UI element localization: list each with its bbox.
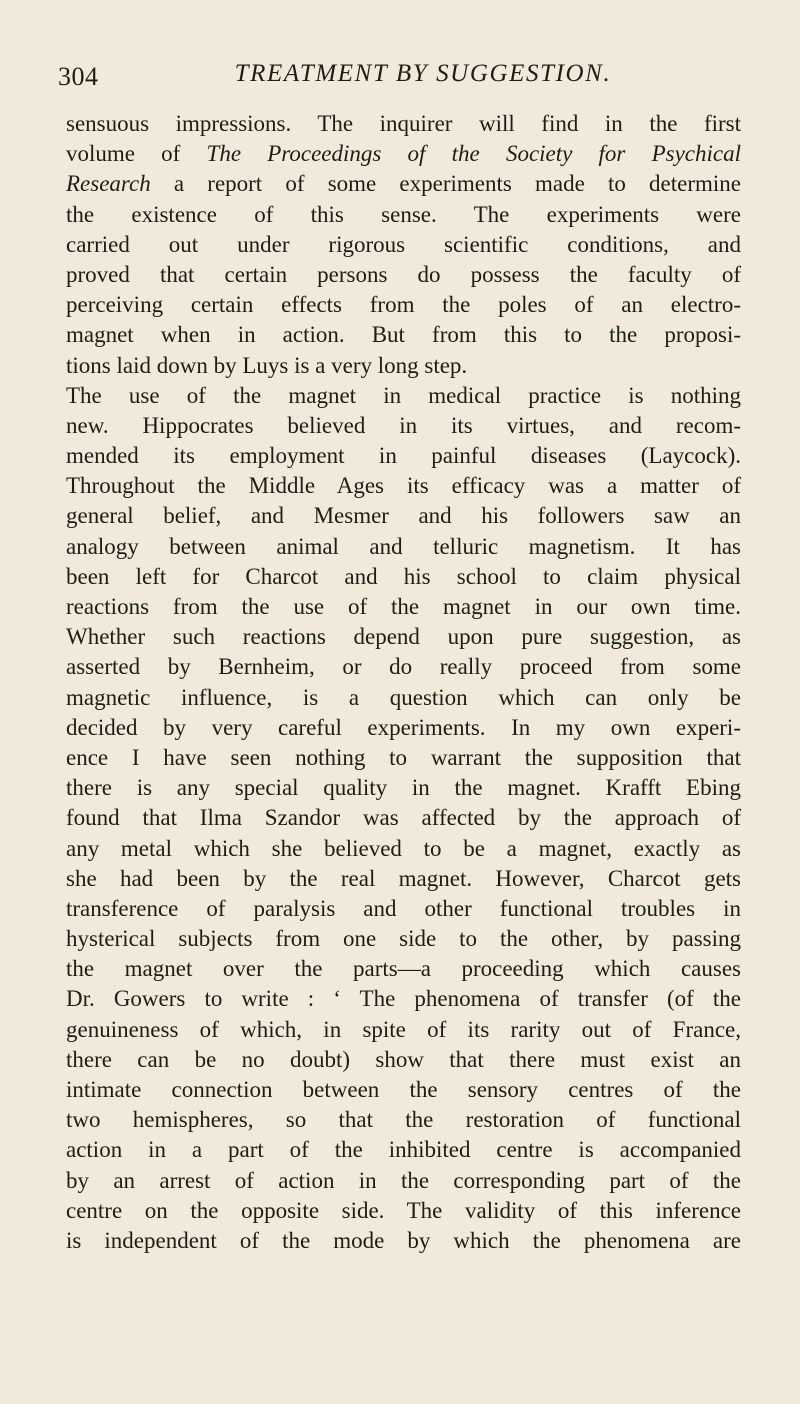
- text-line: any metal which she believed to be a magnet, exactly as: [66, 835, 741, 861]
- text-line: magnetic influence, is a question which can only be: [66, 684, 741, 710]
- text-line: decided by very careful experiments. In my own experi-: [66, 714, 741, 740]
- text-line: action in a part of the inhibited centre is accompanied: [66, 1137, 741, 1163]
- text-line: there is any special quality in the magnet. Krafft Ebing: [66, 775, 741, 801]
- text-line: general belief, and Mesmer and his followers saw an: [66, 503, 741, 529]
- text-line: volume of The Proceedings of the Society for Psychical: [66, 141, 741, 167]
- running-head: TREATMENT BY SUGGESTION.: [234, 60, 612, 87]
- text-line: there can be no doubt) show that there must exist an: [66, 1046, 741, 1072]
- text-line: genuineness of which, in spite of its rarity out of France,: [66, 1016, 741, 1042]
- text-line: by an arrest of action in the corresponding part of the: [66, 1167, 741, 1193]
- text-line: Research a report of some experiments made to determine: [66, 171, 741, 197]
- text-line: the existence of this sense. The experiments were: [66, 201, 741, 227]
- text-line: perceiving certain effects from the poles of an electro-: [66, 292, 741, 318]
- text-line: is independent of the mode by which the phenomena are: [66, 1227, 741, 1253]
- text-line: the magnet over the parts—a proceeding which causes: [66, 956, 741, 982]
- text-line: she had been by the real magnet. However, Charcot gets: [66, 865, 741, 891]
- text-line: Whether such reactions depend upon pure suggestion, as: [66, 624, 741, 650]
- text-line: been left for Charcot and his school to claim physical: [66, 563, 741, 589]
- text-line: transference of paralysis and other functional troubles in: [66, 895, 741, 921]
- text-line: magnet when in action. But from this to the proposi-: [66, 322, 741, 348]
- text-line: analogy between animal and telluric magnetism. It has: [66, 533, 741, 559]
- page-number: 304: [58, 62, 99, 91]
- text-line: mended its employment in painful diseases (Laycock).: [66, 443, 741, 469]
- text-line: found that Ilma Szandor was affected by the approach of: [66, 805, 741, 831]
- text-line: intimate connection between the sensory centres of the: [66, 1077, 741, 1102]
- body-text: [66, 109, 741, 1256]
- text-line: new. Hippocrates believed in its virtues, and recom-: [66, 412, 741, 438]
- text-line: sensuous impressions. The inquirer will find in the first: [66, 111, 741, 136]
- text-line: asserted by Bernheim, or do really proceed from some: [66, 654, 741, 680]
- text-line: Throughout the Middle Ages its efficacy was a matter of: [66, 473, 741, 499]
- text-line: The use of the magnet in medical practice is nothing: [66, 382, 741, 408]
- text-line: two hemispheres, so that the restoration of functional: [66, 1107, 741, 1133]
- text-line: proved that certain persons do possess the faculty of: [66, 261, 741, 287]
- text-line: reactions from the use of the magnet in our own time.: [66, 594, 741, 619]
- text-line: tions laid down by Luys is a very long step.: [66, 352, 468, 378]
- text-line: hysterical subjects from one side to the other, by passing: [66, 926, 741, 952]
- text-line: Dr. Gowers to write : ‘ The phenomena of transfer (of the: [66, 986, 741, 1012]
- page-header: [58, 60, 748, 94]
- text-line: carried out under rigorous scientific conditions, and: [66, 231, 741, 257]
- text-line: centre on the opposite side. The validity of this inference: [66, 1197, 741, 1223]
- text-line: ence I have seen nothing to warrant the supposition that: [66, 744, 741, 770]
